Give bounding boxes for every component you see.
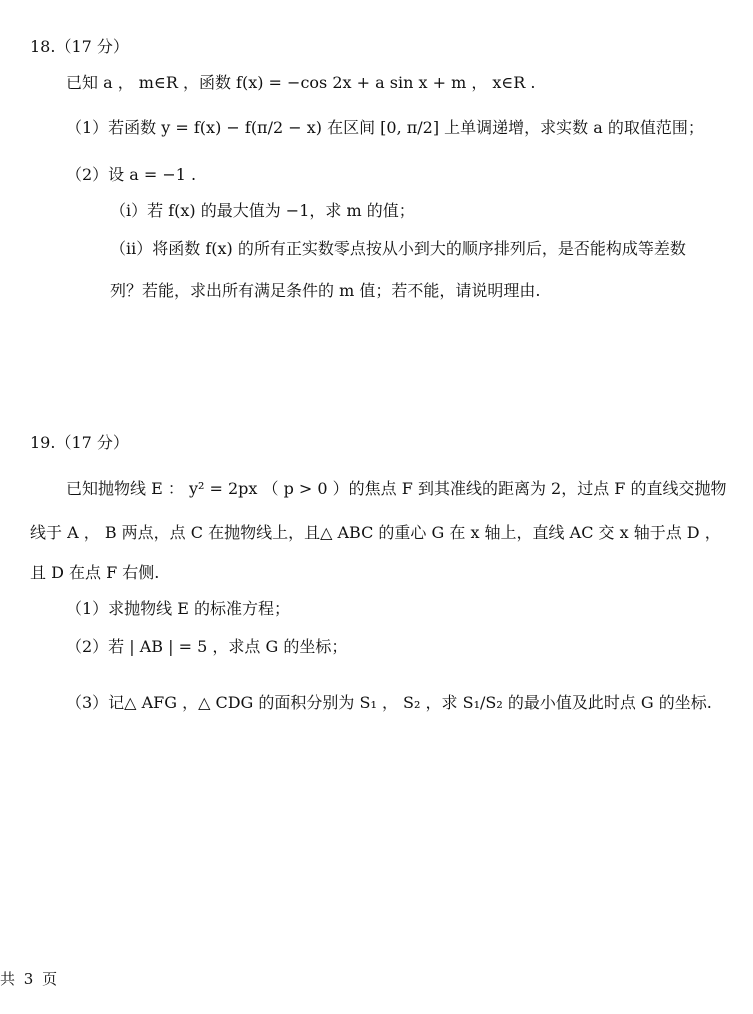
q18-part2-ii-line2: 列？若能，求出所有满足条件的 m 值；若不能，请说明理由.: [110, 281, 541, 300]
q18-part2-i: （i）若 f(x) 的最大值为 −1，求 m 的值；: [110, 201, 415, 220]
q19-header: 19.（17 分）: [30, 433, 129, 452]
q18-part2: （2）设 a = −1 .: [66, 165, 197, 184]
q19-part2: （2）若 | AB | = 5 ，求点 G 的坐标；: [66, 637, 348, 656]
q19-intro-line3: 且 D 在点 F 右侧.: [30, 563, 160, 582]
q18-part1: （1）若函数 y = f(x) − f(π/2 − x) 在区间 [0, π/2] 上单调递增，求实数 a 的取值范围；: [66, 118, 704, 137]
q19-intro-line2: 线于 A ， B 两点，点 C 在抛物线上，且△ ABC 的重心 G 在 x 轴上，直线 AC 交 x 轴于点 D ，: [30, 523, 721, 542]
page-footer: 共 3 页: [0, 970, 60, 988]
q18-header: 18.（17 分）: [30, 37, 129, 56]
q19-part3: （3）记△ AFG ，△ CDG 的面积分别为 S₁ ， S₂ ，求 S₁/S₂ 的最小值及此时点 G 的坐标.: [66, 693, 712, 712]
q18-intro: 已知 a ， m∈R ，函数 f(x) = −cos 2x + a sin x + m ， x∈R .: [66, 73, 536, 92]
q19-part1: （1）求抛物线 E 的标准方程；: [66, 599, 291, 618]
q19-intro-line1: 已知抛物线 E ： y² = 2px （ p > 0 ）的焦点 F 到其准线的距离为 2，过点 F 的直线交抛物: [66, 479, 727, 498]
q18-part2-ii-line1: （ii）将函数 f(x) 的所有正实数零点按从小到大的顺序排列后，是否能构成等差数: [110, 239, 686, 258]
